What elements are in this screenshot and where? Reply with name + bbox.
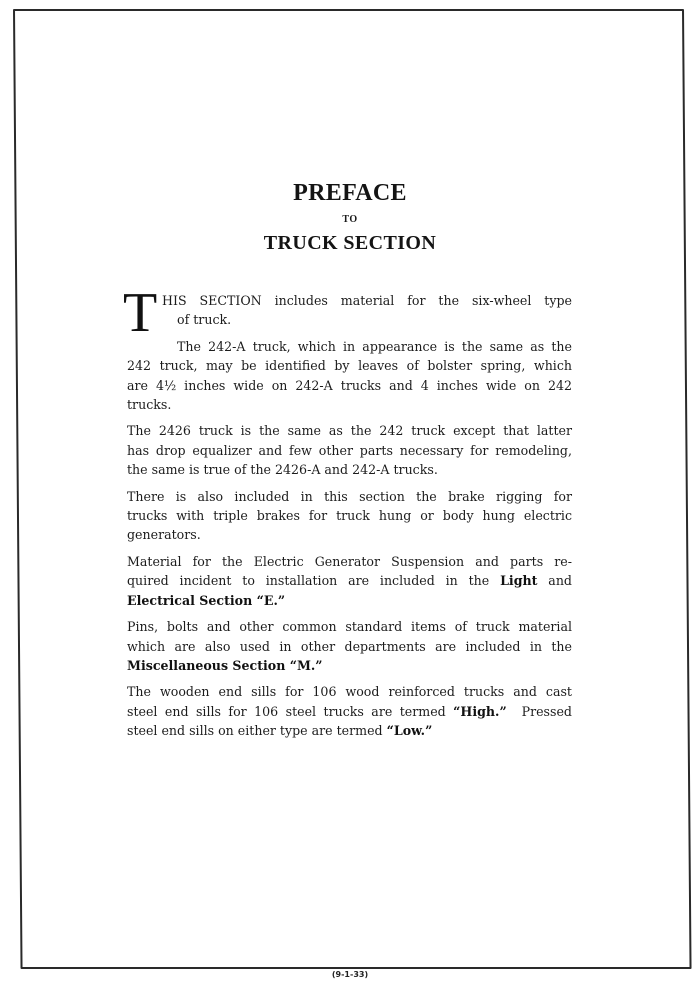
text-run: and bbox=[537, 573, 572, 589]
section-reference-light: Light bbox=[500, 573, 538, 589]
text-line: Pins, bolts and other common standard items of truck material bbox=[127, 619, 572, 635]
page-title: PREFACE bbox=[293, 180, 407, 206]
text-line: 242 truck, may be identified by leaves of bolster spring, which bbox=[127, 358, 572, 374]
text-run: quired incident to installation are included in the bbox=[127, 573, 501, 589]
text-line: There is also included in this section the brake rigging for bbox=[127, 488, 572, 504]
paragraph-pins-bolts bbox=[127, 617, 572, 675]
text-line: HIS SECTION includes material for the six-wheel type bbox=[162, 293, 572, 308]
paragraph-generator bbox=[127, 552, 572, 610]
term-high: “High.” bbox=[453, 703, 507, 719]
text-line: has drop equalizer and few other parts necessary for remodeling, bbox=[127, 442, 572, 458]
text-line: Material for the Electric Generator Suspension and parts re- bbox=[127, 553, 572, 569]
paragraph-2426 bbox=[127, 421, 572, 479]
revision-date-code: (9-1-33) bbox=[331, 970, 369, 979]
text-line: trucks. bbox=[127, 397, 172, 413]
text-line: of truck. bbox=[177, 312, 232, 328]
text-line: are 4½ inches wide on 242-A trucks and 4 inches wide on 242 bbox=[127, 377, 572, 393]
text-line: generators. bbox=[127, 527, 201, 543]
text-run: Pressed bbox=[506, 703, 572, 719]
text-line bbox=[127, 656, 572, 675]
paragraph-242a bbox=[127, 337, 572, 415]
text-line bbox=[127, 721, 572, 740]
text-line: the same is true of the 2426-A and 242-A trucks. bbox=[127, 462, 438, 478]
text-line bbox=[127, 571, 572, 590]
text-line: The 2426 truck is the same as the 242 truck except that latter bbox=[127, 423, 572, 439]
paragraph-brake-rigging bbox=[127, 487, 572, 545]
page-subtitle: TRUCK SECTION bbox=[263, 232, 437, 254]
paragraph-end-sills bbox=[127, 682, 572, 740]
section-reference-m: Miscellaneous Section “M.” bbox=[127, 657, 323, 673]
title-connector: TO bbox=[342, 214, 358, 225]
text-line: The wooden end sills for 106 wood reinforced trucks and cast bbox=[127, 684, 572, 700]
text-line: The 242-A truck, which in appearance is the same as the bbox=[177, 338, 572, 354]
term-low: “Low.” bbox=[386, 723, 433, 739]
text-line bbox=[127, 591, 572, 610]
section-reference-e: Electrical Section “E.” bbox=[127, 592, 286, 608]
text-line bbox=[127, 702, 572, 721]
body-text bbox=[123, 282, 572, 748]
text-line: which are also used in other departments are included in the bbox=[127, 638, 572, 654]
paragraph-intro bbox=[123, 282, 572, 344]
text-run: steel end sills on either type are termed bbox=[127, 723, 387, 739]
text-run: steel end sills for 106 steel trucks are termed bbox=[127, 703, 454, 719]
text-line: trucks with triple brakes for truck hung or body hung electric bbox=[127, 508, 572, 524]
drop-cap: T bbox=[123, 282, 158, 344]
